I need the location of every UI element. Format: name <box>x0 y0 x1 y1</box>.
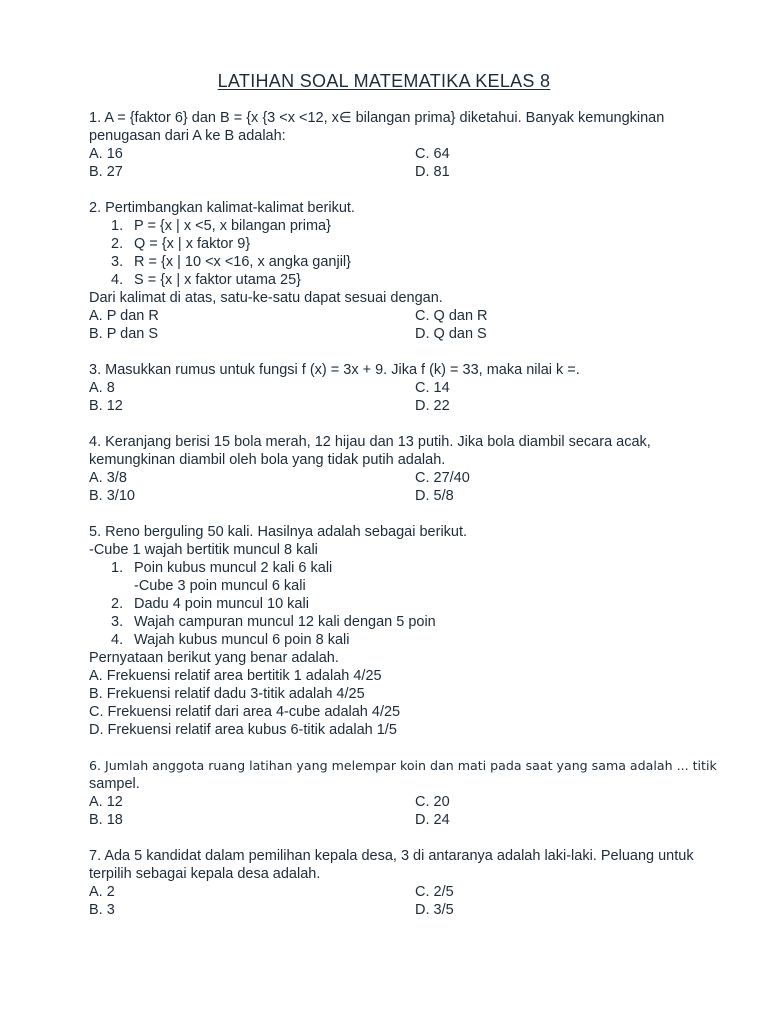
question-text: -Cube 1 wajah bertitik muncul 8 kali <box>89 542 318 558</box>
option-b: B. 18 <box>89 812 123 828</box>
question-text: terpilih sebagai kepala desa adalah. <box>89 866 321 882</box>
question-text: 7. Ada 5 kandidat dalam pemilihan kepala desa, 3 di antaranya adalah laki-laki. Peluang untuk <box>89 848 694 864</box>
option-b: B. 12 <box>89 398 123 414</box>
option-c: C. 14 <box>415 380 450 396</box>
item-number: 3. <box>111 614 124 630</box>
item-number: 4. <box>111 632 124 648</box>
option-c: C. Frekuensi relatif dari area 4-cube adalah 4/25 <box>89 704 401 720</box>
item-text: P = {x | x <5, x bilangan prima} <box>134 218 331 234</box>
option-row <box>89 145 649 163</box>
question-2 <box>89 199 649 343</box>
option-c: C. Q dan R <box>415 308 488 324</box>
option-row <box>89 793 649 811</box>
option-row <box>89 307 649 325</box>
option-b: B. 3 <box>89 902 115 918</box>
option-d: D. 3/5 <box>415 902 454 918</box>
question-text: kemungkinan diambil oleh bola yang tidak putih adalah. <box>89 452 446 468</box>
sub-item-text: -Cube 3 poin muncul 6 kali <box>134 578 306 594</box>
option-b: B. 3/10 <box>89 488 135 504</box>
option-d: D. Frekuensi relatif area kubus 6-titik adalah 1/5 <box>89 722 397 738</box>
option-d: D. 24 <box>415 812 450 828</box>
option-c: C. 2/5 <box>415 884 454 900</box>
item-number: 3. <box>111 254 124 270</box>
option-row <box>89 397 649 415</box>
option-a: A. Frekuensi relatif area bertitik 1 adalah 4/25 <box>89 668 382 684</box>
question-3 <box>89 361 649 415</box>
question-4 <box>89 433 649 505</box>
item-text: Wajah campuran muncul 12 kali dengan 5 poin <box>134 614 436 630</box>
option-b: B. P dan S <box>89 326 159 342</box>
option-a: A. 16 <box>89 146 123 162</box>
question-list <box>89 109 717 937</box>
item-text: Poin kubus muncul 2 kali 6 kali <box>134 560 333 576</box>
option-a: A. 8 <box>89 380 115 396</box>
option-d: D. 81 <box>415 164 450 180</box>
question-5 <box>89 523 649 739</box>
question-text: sampel. <box>89 776 140 792</box>
option-row <box>89 883 649 901</box>
numbered-item <box>89 613 649 631</box>
item-number: 1. <box>111 218 124 234</box>
question-text: 5. Reno berguling 50 kali. Hasilnya adalah sebagai berikut. <box>89 524 468 540</box>
option-row <box>89 811 649 829</box>
question-text: 3. Masukkan rumus untuk fungsi f (x) = 3x + 9. Jika f (k) = 33, maka nilai k =. <box>89 362 580 378</box>
item-text: Q = {x | x faktor 9} <box>134 236 251 252</box>
option-b: B. Frekuensi relatif dadu 3-titik adalah 4/25 <box>89 686 365 702</box>
item-number: 1. <box>111 560 124 576</box>
option-row <box>89 901 649 919</box>
option-row <box>89 379 649 397</box>
item-text: Wajah kubus muncul 6 poin 8 kali <box>134 632 350 648</box>
numbered-item <box>89 595 649 613</box>
item-text: Dadu 4 poin muncul 10 kali <box>134 596 309 612</box>
numbered-item <box>89 217 649 235</box>
item-number: 2. <box>111 596 124 612</box>
question-6 <box>89 757 717 829</box>
option-row <box>89 469 649 487</box>
option-c: C. 64 <box>415 146 450 162</box>
option-row <box>89 325 649 343</box>
question-text: 1. A = {faktor 6} dan B = {x {3 <x <12, x∈ bilangan prima} diketahui. Banyak kemungkinan <box>89 110 665 126</box>
numbered-item <box>89 235 649 253</box>
question-text: 6. Jumlah anggota ruang latihan yang melempar koin dan mati pada saat yang sama adalah ... titik <box>89 758 717 773</box>
page-title: LATIHAN SOAL MATEMATIKA KELAS 8 <box>217 71 551 91</box>
option-d: D. 5/8 <box>415 488 454 504</box>
question-text: 4. Keranjang berisi 15 bola merah, 12 hijau dan 13 putih. Jika bola diambil secara acak, <box>89 434 651 450</box>
option-a: A. 12 <box>89 794 123 810</box>
numbered-item <box>89 253 649 271</box>
option-row <box>89 487 649 505</box>
numbered-item <box>89 271 649 289</box>
item-text: R = {x | 10 <x <16, x angka ganjil} <box>134 254 351 270</box>
item-number: 4. <box>111 272 124 288</box>
question-text: Dari kalimat di atas, satu-ke-satu dapat sesuai dengan. <box>89 290 443 306</box>
question-text: 2. Pertimbangkan kalimat-kalimat berikut. <box>89 200 355 216</box>
question-text: penugasan dari A ke B adalah: <box>89 128 286 144</box>
question-1 <box>89 109 665 181</box>
option-c: C. 27/40 <box>415 470 470 486</box>
option-a: A. 3/8 <box>89 470 127 486</box>
numbered-item <box>89 559 649 577</box>
option-a: A. 2 <box>89 884 115 900</box>
item-number: 2. <box>111 236 124 252</box>
option-c: C. 20 <box>415 794 450 810</box>
option-b: B. 27 <box>89 164 123 180</box>
option-d: D. Q dan S <box>415 326 487 342</box>
option-row <box>89 163 649 181</box>
option-d: D. 22 <box>415 398 450 414</box>
question-7 <box>89 847 694 919</box>
option-a: A. P dan R <box>89 308 159 324</box>
item-text: S = {x | x faktor utama 25} <box>134 272 301 288</box>
question-text: Pernyataan berikut yang benar adalah. <box>89 650 339 666</box>
numbered-item <box>89 631 649 649</box>
